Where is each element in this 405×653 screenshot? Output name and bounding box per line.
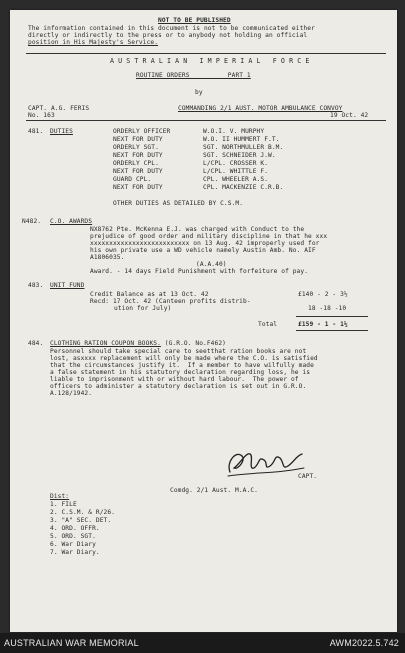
- item-484-line-4: a false statement in his statutory declaration regarding loss, he is: [50, 369, 311, 376]
- force-title: A U S T R A L I A N I M P E R I A L F O R C E: [110, 57, 310, 65]
- order-date: 19 Oct. 42: [330, 112, 369, 119]
- item-482-award: Award. - 14 days Field Punishment with forfeiture of pay.: [90, 268, 309, 275]
- duty-name: L/CPL. CROSSER K.: [203, 160, 269, 167]
- item-484-number: 484.: [28, 340, 44, 347]
- notice-line-3: position in His Majesty's Service.: [28, 39, 159, 46]
- item-481-number: 481.: [28, 128, 44, 135]
- credit-balance-label: Credit Balance as at 13 Oct. 42: [90, 291, 209, 298]
- item-484-ref: (G.R.O. No.F462): [160, 340, 226, 347]
- total-label: Total: [258, 321, 278, 328]
- sum-line: [296, 316, 368, 317]
- item-482-line-2: prejudice of good order and military discipline in that he xxx: [90, 233, 328, 240]
- credit-balance-amount: £140 - 2 - 3½: [298, 291, 348, 298]
- list-item: 2. C.S.M. & R/26.: [50, 509, 116, 516]
- handwritten-signature: [224, 442, 306, 482]
- item-484-heading: [50, 340, 226, 347]
- duty-role: ORDERLY OFFICER: [113, 128, 171, 135]
- duty-name: CPL. MACKENZIE C.R.B.: [203, 184, 284, 191]
- duty-role: ORDERLY SGT.: [113, 144, 159, 151]
- item-482-line-1: NX8762 Pte. McKenna E.J. was charged with Conduct to the: [90, 226, 305, 233]
- duty-role: NEXT FOR DUTY: [113, 136, 163, 143]
- officer-name: CAPT. A.G. FERIS: [28, 105, 90, 112]
- header-divider: [26, 53, 386, 54]
- item-482-number: N482.: [22, 218, 42, 225]
- item-484-line-1: Personnel should take special care to seetthat ration books are not: [50, 348, 307, 355]
- notice-line-2: directly or indirectly to the press or to anybody not holding an official: [28, 32, 308, 39]
- duty-role: GUARD CPL.: [113, 176, 152, 183]
- order-number: No. 163: [28, 112, 55, 119]
- item-484-line-7: A.128/1942.: [50, 390, 93, 397]
- document-page: [10, 10, 397, 632]
- archive-footer: [0, 633, 405, 653]
- item-482-line-3: xxxxxxxxxxxxxxxxxxxxxxxxxx on 13 Aug. 42 improperly used for: [90, 240, 320, 247]
- list-item: 6. War Diary: [50, 541, 96, 548]
- item-482-title: C.O. AWARDS: [50, 218, 93, 225]
- list-item: 3. "A" SEC. DET.: [50, 517, 112, 524]
- item-481-title: DUTIES: [50, 128, 73, 135]
- item-484-line-5: liable to imprisonment with or without hard labour. The power of: [50, 376, 299, 383]
- signature-comdg: Comdg. 2/1 Aust. M.A.C.: [170, 487, 258, 494]
- list-item: 1. FILE: [50, 501, 77, 508]
- received-amount: 18 -18 -10: [308, 305, 347, 312]
- duty-name: L/CPL. WHITTLE F.: [203, 168, 269, 175]
- duty-role: NEXT FOR DUTY: [113, 168, 163, 175]
- item-484-title: CLOTHING RATION COUPON BOOKS.: [50, 340, 161, 347]
- received-line-2: ution for July): [114, 305, 172, 312]
- duty-role: ORDERLY CPL.: [113, 160, 159, 167]
- commanding-unit: COMMANDING 2/1 AUST. MOTOR AMBULANCE CONVOY: [178, 105, 343, 112]
- duty-name: CPL. WHEELER A.S.: [203, 176, 269, 183]
- not-published-heading: NOT TO BE PUBLISHED: [158, 17, 231, 24]
- other-duties-note: OTHER DUTIES AS DETAILED BY C.S.M.: [113, 200, 244, 207]
- item-482-line-6: (A.A.40): [196, 261, 227, 268]
- title-divider: [26, 120, 386, 121]
- received-line-1: Recd: 17 Oct. 42 (Canteen profits distrib-: [90, 298, 251, 305]
- item-483-number: 483.: [28, 282, 44, 289]
- item-484-line-2: lost, asxxxx replacement will only be made where the C.O. is satisfied: [50, 355, 318, 362]
- list-item: 5. ORD. SGT.: [50, 533, 96, 540]
- list-item: 7. War Diary.: [50, 549, 100, 556]
- distribution-title: Dist:: [50, 493, 70, 500]
- item-482-line-4: his own private use a WD vehicle namely Austin Amb. No. AIF: [90, 247, 316, 254]
- total-amount: £159 - 1 - 1½: [298, 321, 348, 328]
- duty-name: SGT. SCHNEIDER J.W.: [203, 152, 276, 159]
- total-underline: [296, 330, 368, 331]
- duty-name: SGT. NORTHMULLER B.M.: [203, 144, 284, 151]
- duty-name: W.O. II HUMMERT F.T.: [203, 136, 280, 143]
- item-484-line-3: that the circumstances justify it. If a member to have wilfully made: [50, 362, 314, 369]
- item-483-title: UNIT FUND: [50, 282, 85, 289]
- list-item: 4. ORD. OFFR.: [50, 525, 100, 532]
- duty-name: W.O.I. V. MURPHY: [203, 128, 265, 135]
- duty-role: NEXT FOR DUTY: [113, 184, 163, 191]
- item-482-line-5: A1806035.: [90, 254, 125, 261]
- footer-accession-number: AWM2022.5.742: [329, 638, 399, 648]
- duty-role: NEXT FOR DUTY: [113, 152, 163, 159]
- routine-orders-title: ROUTINE ORDERS PART 1: [136, 72, 251, 79]
- signature-capt: CAPT.: [298, 473, 318, 480]
- item-484-line-6: officers to administer a statutory declaration is set out in G.R.O.: [50, 383, 307, 390]
- footer-institution: AUSTRALIAN WAR MEMORIAL: [4, 638, 139, 648]
- by-text: by: [195, 89, 203, 96]
- notice-line-1: The information contained in this document is not to be communicated either: [28, 25, 315, 32]
